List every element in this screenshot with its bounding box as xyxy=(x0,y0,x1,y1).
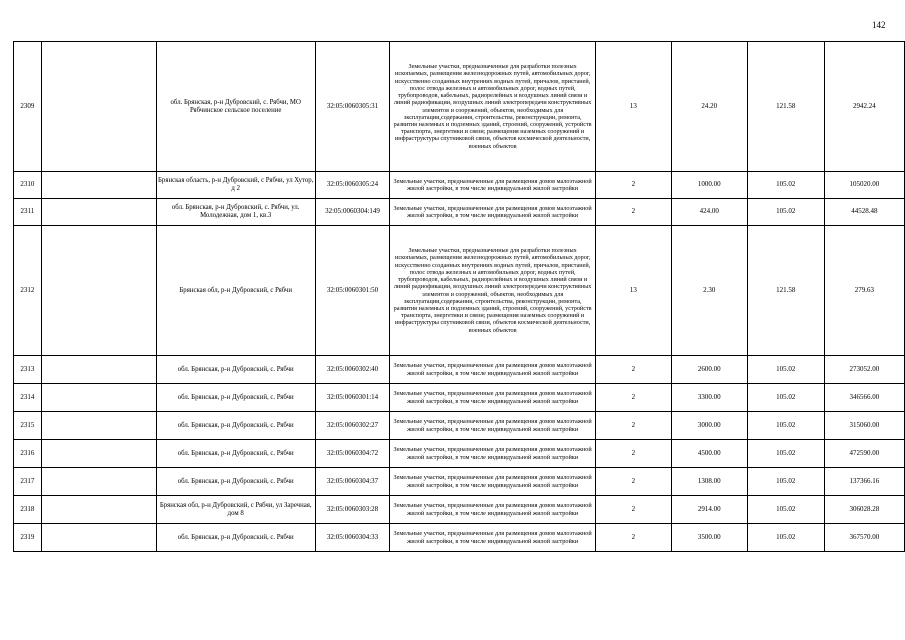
row-number-cell: 2309 xyxy=(14,42,42,172)
table-body xyxy=(14,42,905,552)
row-number-cell: 2316 xyxy=(14,440,42,468)
row-empty-cell xyxy=(41,226,156,356)
row-land-use-cell: Земельные участки, предназначенные для размещения домов малоэтажной жилой застройки, в том числе индивидуальной жилой застройки xyxy=(390,496,596,524)
row-rate-cell: 105.02 xyxy=(747,440,824,468)
row-value-cell: 472590.00 xyxy=(824,440,904,468)
row-number-cell: 2310 xyxy=(14,172,42,199)
row-empty-cell xyxy=(41,356,156,384)
row-area-cell: 2600.00 xyxy=(671,356,747,384)
row-value-cell: 279.63 xyxy=(824,226,904,356)
row-address-cell: обл. Брянская, р-н Дубровский, с. Рябчи xyxy=(156,524,315,552)
table-row xyxy=(14,384,905,412)
row-cadastral-cell: 32:05:0060302:40 xyxy=(315,356,390,384)
row-code-cell: 2 xyxy=(595,440,671,468)
row-area-cell: 3000.00 xyxy=(671,412,747,440)
row-address-cell: обл. Брянская, р-н Дубровский, с. Рябчи xyxy=(156,384,315,412)
row-code-cell: 2 xyxy=(595,384,671,412)
row-land-use-cell: Земельные участки, предназначенные для размещения домов малоэтажной жилой застройки, в том числе индивидуальной жилой застройки xyxy=(390,440,596,468)
row-empty-cell xyxy=(41,468,156,496)
row-address-cell: обл. Брянская, р-н Дубровский, с. Рябчи xyxy=(156,440,315,468)
row-address-cell: обл. Брянская, р-н Дубровский, с. Рябчи, ул. Молодежная, дом 1, кв.3 xyxy=(156,199,315,226)
row-area-cell: 4500.00 xyxy=(671,440,747,468)
row-code-cell: 2 xyxy=(595,172,671,199)
row-cadastral-cell: 32:05:0060301:50 xyxy=(315,226,390,356)
row-cadastral-cell: 32:05:0060304:149 xyxy=(315,199,390,226)
row-address-cell: Брянская обл, р-н Дубровский, с Рябчи, ул Заречная, дом 8 xyxy=(156,496,315,524)
row-rate-cell: 105.02 xyxy=(747,384,824,412)
row-address-cell: обл. Брянская, р-н Дубровский, с. Рябчи xyxy=(156,468,315,496)
table-row xyxy=(14,412,905,440)
row-land-use-cell: Земельные участки, предназначенные для разработки полезных ископаемых, размещения железнодорожных путей, автомобильных дорог, искусственно созданных внутренних водных путей, причалов, пристаней, полос отвода железных и автомобильных дорог, водных путей, трубопроводов, кабельных, радиорелейных и воздушных линий связи и линий радиофикации, воздушных линий электропередачи конструктивных элементов и сооружений, объектов, необходимых для эксплуатации,содержания, строительства, реконструкции, ремонта, развития наземных и подземных зданий, строений, сооружений, устройств транспорта, энергетики и связи; размещения наземных сооружений и инфраструктуры спутниковой связи, объектов космической деятельности, военных объектов xyxy=(390,42,596,172)
row-area-cell: 3300.00 xyxy=(671,384,747,412)
row-empty-cell xyxy=(41,524,156,552)
row-empty-cell xyxy=(41,172,156,199)
row-value-cell: 105020.00 xyxy=(824,172,904,199)
row-rate-cell: 105.02 xyxy=(747,199,824,226)
row-cadastral-cell: 32:05:0060302:27 xyxy=(315,412,390,440)
table-row xyxy=(14,440,905,468)
row-value-cell: 315060.00 xyxy=(824,412,904,440)
row-area-cell: 1308.00 xyxy=(671,468,747,496)
row-cadastral-cell: 32:05:0060305:24 xyxy=(315,172,390,199)
row-rate-cell: 105.02 xyxy=(747,496,824,524)
row-value-cell: 306028.28 xyxy=(824,496,904,524)
page-number: 142 xyxy=(872,20,886,30)
row-number-cell: 2319 xyxy=(14,524,42,552)
row-code-cell: 13 xyxy=(595,42,671,172)
row-number-cell: 2317 xyxy=(14,468,42,496)
row-empty-cell xyxy=(41,440,156,468)
row-value-cell: 44528.48 xyxy=(824,199,904,226)
table-row xyxy=(14,496,905,524)
row-number-cell: 2313 xyxy=(14,356,42,384)
row-address-cell: Брянская область, р-н Дубровский, с Рябчи, ул Хутор, д 2 xyxy=(156,172,315,199)
row-code-cell: 2 xyxy=(595,468,671,496)
row-value-cell: 2942.24 xyxy=(824,42,904,172)
land-registry-table xyxy=(13,41,905,552)
row-area-cell: 2914.00 xyxy=(671,496,747,524)
row-number-cell: 2314 xyxy=(14,384,42,412)
row-rate-cell: 105.02 xyxy=(747,356,824,384)
row-empty-cell xyxy=(41,412,156,440)
row-land-use-cell: Земельные участки, предназначенные для размещения домов малоэтажной жилой застройки, в том числе индивидуальной жилой застройки xyxy=(390,412,596,440)
row-cadastral-cell: 32:05:0060301:14 xyxy=(315,384,390,412)
row-rate-cell: 105.02 xyxy=(747,172,824,199)
table-row xyxy=(14,468,905,496)
row-rate-cell: 105.02 xyxy=(747,468,824,496)
row-empty-cell xyxy=(41,496,156,524)
row-area-cell: 424.00 xyxy=(671,199,747,226)
row-rate-cell: 121.58 xyxy=(747,226,824,356)
row-rate-cell: 105.02 xyxy=(747,412,824,440)
table-row xyxy=(14,42,905,172)
table-row xyxy=(14,356,905,384)
row-area-cell: 2.30 xyxy=(671,226,747,356)
table-row xyxy=(14,172,905,199)
table-row xyxy=(14,226,905,356)
row-empty-cell xyxy=(41,384,156,412)
row-value-cell: 273052.00 xyxy=(824,356,904,384)
row-value-cell: 346566.00 xyxy=(824,384,904,412)
row-number-cell: 2318 xyxy=(14,496,42,524)
row-rate-cell: 121.58 xyxy=(747,42,824,172)
row-area-cell: 3500.00 xyxy=(671,524,747,552)
row-cadastral-cell: 32:05:0060305:31 xyxy=(315,42,390,172)
row-cadastral-cell: 32:05:0060304:33 xyxy=(315,524,390,552)
row-address-cell: Брянская обл, р-н Дубровский, с Рябчи xyxy=(156,226,315,356)
row-cadastral-cell: 32:05:0060304:72 xyxy=(315,440,390,468)
row-empty-cell xyxy=(41,42,156,172)
row-area-cell: 24.20 xyxy=(671,42,747,172)
row-land-use-cell: Земельные участки, предназначенные для размещения домов малоэтажной жилой застройки, в том числе индивидуальной жилой застройки xyxy=(390,524,596,552)
row-address-cell: обл. Брянская, р-н Дубровский, с. Рябчи xyxy=(156,412,315,440)
row-land-use-cell: Земельные участки, предназначенные для размещения домов малоэтажной жилой застройки, в том числе индивидуальной жилой застройки xyxy=(390,356,596,384)
row-land-use-cell: Земельные участки, предназначенные для размещения домов малоэтажной жилой застройки, в том числе индивидуальной жилой застройки xyxy=(390,384,596,412)
row-empty-cell xyxy=(41,199,156,226)
row-cadastral-cell: 32:05:0060303:28 xyxy=(315,496,390,524)
row-land-use-cell: Земельные участки, предназначенные для размещения домов малоэтажной жилой застройки, в том числе индивидуальной жилой застройки xyxy=(390,199,596,226)
table-row xyxy=(14,199,905,226)
row-area-cell: 1000.00 xyxy=(671,172,747,199)
row-address-cell: обл. Брянская, р-н Дубровский, с. Рябчи xyxy=(156,356,315,384)
row-code-cell: 2 xyxy=(595,496,671,524)
row-land-use-cell: Земельные участки, предназначенные для разработки полезных ископаемых, размещения железнодорожных путей, автомобильных дорог, искусственно созданных внутренних водных путей, причалов, пристаней, полос отвода железных и автомобильных дорог, водных путей, трубопроводов, кабельных, радиорелейных и воздушных линий связи и линий радиофикации, воздушных линий электропередачи конструктивных элементов и сооружений, объектов, необходимых для эксплуатации,содержания, строительства, реконструкции, ремонта, развития наземных и подземных зданий, строений, сооружений, устройств транспорта, энергетики и связи; размещения наземных сооружений и инфраструктуры спутниковой связи, объектов космической деятельности, военных объектов xyxy=(390,226,596,356)
table-row xyxy=(14,524,905,552)
row-number-cell: 2312 xyxy=(14,226,42,356)
row-code-cell: 2 xyxy=(595,412,671,440)
row-number-cell: 2311 xyxy=(14,199,42,226)
row-code-cell: 13 xyxy=(595,226,671,356)
row-number-cell: 2315 xyxy=(14,412,42,440)
row-land-use-cell: Земельные участки, предназначенные для размещения домов малоэтажной жилой застройки, в том числе индивидуальной жилой застройки xyxy=(390,468,596,496)
row-value-cell: 367570.00 xyxy=(824,524,904,552)
row-rate-cell: 105.02 xyxy=(747,524,824,552)
row-address-cell: обл. Брянская, р-н Дубровский, с. Рябчи, МО Рябчинское сельское поселение xyxy=(156,42,315,172)
row-code-cell: 2 xyxy=(595,199,671,226)
row-land-use-cell: Земельные участки, предназначенные для размещения домов малоэтажной жилой застройки, в том числе индивидуальной жилой застройки xyxy=(390,172,596,199)
row-code-cell: 2 xyxy=(595,524,671,552)
row-code-cell: 2 xyxy=(595,356,671,384)
row-value-cell: 137366.16 xyxy=(824,468,904,496)
row-cadastral-cell: 32:05:0060304:37 xyxy=(315,468,390,496)
